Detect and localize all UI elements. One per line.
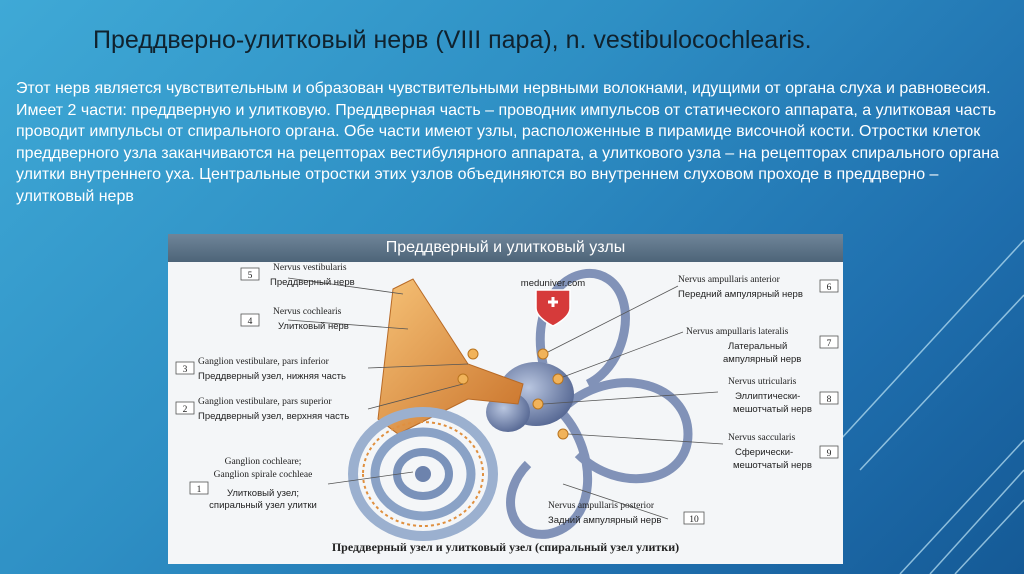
svg-text:Сферически-: Сферически- bbox=[735, 447, 794, 458]
svg-text:9: 9 bbox=[826, 449, 832, 459]
svg-text:8: 8 bbox=[826, 395, 832, 405]
svg-text:2: 2 bbox=[182, 405, 188, 415]
cochlea-spiral bbox=[353, 412, 493, 536]
svg-text:Преддверный узел, нижняя часть: Преддверный узел, нижняя часть bbox=[198, 371, 346, 382]
svg-text:спиральный узел улитки: спиральный узел улитки bbox=[209, 500, 317, 511]
anatomy-figure bbox=[168, 234, 843, 564]
svg-text:Улитковый узел;: Улитковый узел; bbox=[226, 488, 300, 499]
svg-text:Ganglion vestibulare, pars sup: Ganglion vestibulare, pars superior bbox=[198, 397, 332, 407]
svg-text:1: 1 bbox=[196, 485, 202, 495]
svg-text:мешотчатый нерв: мешотчатый нерв bbox=[733, 460, 812, 471]
slide-title: Преддверно-улитковый нерв (VIII пара), n. vestibulocochlearis. bbox=[93, 26, 812, 54]
svg-text:Преддверный узел, верхняя част: Преддверный узел, верхняя часть bbox=[198, 411, 350, 422]
svg-text:3: 3 bbox=[182, 365, 188, 375]
label-group-left bbox=[176, 263, 355, 511]
svg-text:Nervus vestibularis: Nervus vestibularis bbox=[273, 263, 347, 273]
svg-text:мешотчатый нерв: мешотчатый нерв bbox=[733, 404, 812, 415]
svg-text:Задний ампулярный нерв: Задний ампулярный нерв bbox=[548, 515, 662, 526]
figure-caption: Преддверный узел и улитковый узел (спиральный узел улитки) bbox=[331, 540, 680, 554]
svg-text:7: 7 bbox=[826, 339, 832, 349]
svg-text:Эллиптически-: Эллиптически- bbox=[735, 391, 801, 402]
svg-text:Улитковый нерв: Улитковый нерв bbox=[278, 321, 349, 332]
svg-text:6: 6 bbox=[826, 283, 832, 293]
svg-text:Nervus utricularis: Nervus utricularis bbox=[728, 377, 797, 387]
svg-text:Латеральный: Латеральный bbox=[728, 341, 788, 352]
watermark: meduniver.com bbox=[520, 278, 586, 289]
svg-text:Ganglion cochleare;: Ganglion cochleare; bbox=[224, 457, 302, 467]
svg-text:Передний ампулярный нерв: Передний ампулярный нерв bbox=[678, 289, 803, 300]
svg-text:Nervus ampullaris anterior: Nervus ampullaris anterior bbox=[678, 275, 780, 285]
svg-text:10: 10 bbox=[689, 515, 699, 525]
svg-text:Nervus ampullaris lateralis: Nervus ampullaris lateralis bbox=[686, 327, 789, 337]
svg-text:4: 4 bbox=[247, 317, 253, 327]
slide-paragraph: Этот нерв является чувствительным и образован чувствительными нервными волокнами, идущими от органа слуха и равновесия. Имеет 2 части: преддверную и улитковую. Преддверная часть – проводник импульсов от статического аппарата, а улитковая часть проводит импульсы от спирального органа. Обе части имеют узлы, расположенные в пирамиде височной кости. Отростки клеток преддверного узла заканчиваются на рецепторах вестибулярного аппарата, а улиткового узла – на рецепторах спирального органа улитки внутреннего уха. Центральные отростки этих узлов объединяются во внутреннем слуховом проходе в преддверно – улитковый нерв bbox=[16, 80, 999, 205]
svg-text:Ganglion vestibulare, pars inf: Ganglion vestibulare, pars inferior bbox=[198, 357, 329, 367]
ear-illustration bbox=[168, 234, 843, 564]
svg-text:Nervus cochlearis: Nervus cochlearis bbox=[273, 307, 342, 317]
svg-text:ампулярный нерв: ампулярный нерв bbox=[723, 354, 802, 365]
svg-text:5: 5 bbox=[247, 271, 253, 281]
svg-text:Ganglion spirale cochleae: Ganglion spirale cochleae bbox=[213, 470, 313, 480]
svg-text:Nervus ampullaris posterior: Nervus ampullaris posterior bbox=[548, 501, 655, 511]
figure-header: Преддверный и улитковый узлы bbox=[168, 234, 843, 262]
svg-text:Преддверный нерв: Преддверный нерв bbox=[270, 277, 355, 288]
svg-text:Nervus saccularis: Nervus saccularis bbox=[728, 433, 796, 443]
